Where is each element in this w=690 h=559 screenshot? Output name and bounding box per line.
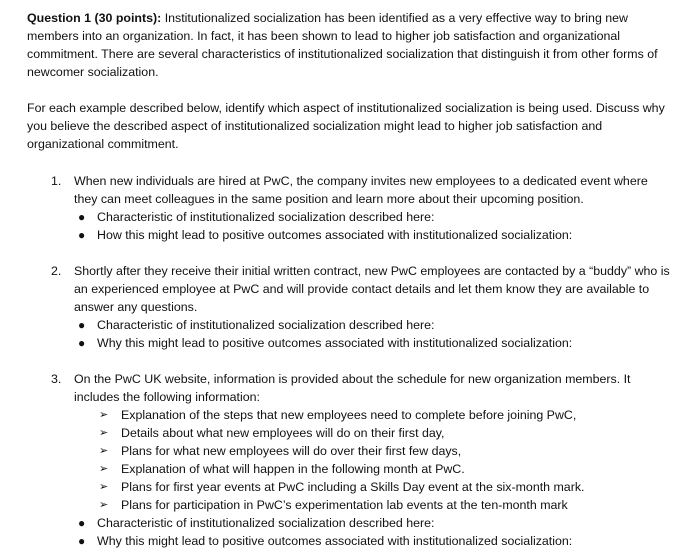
bullet-icon: ● — [78, 318, 86, 332]
example-item — [27, 370, 670, 550]
example-list — [27, 172, 670, 550]
schedule-text: Plans for participation in PwC’s experimentation lab events at the ten-month mark — [121, 498, 568, 512]
prompt-item — [74, 514, 670, 532]
arrow-bullet-icon: ➢ — [99, 481, 109, 493]
prompt-item — [74, 208, 670, 226]
prompt-text: Characteristic of institutionalized socialization described here: — [97, 210, 435, 224]
bullet-icon: ● — [78, 336, 86, 350]
prompt-text: Characteristic of institutionalized socialization described here: — [97, 318, 435, 332]
prompt-list — [74, 316, 670, 352]
schedule-text: Explanation of what will happen in the following month at PwC. — [121, 462, 465, 476]
question-intro — [27, 9, 670, 81]
schedule-item — [97, 406, 670, 424]
prompt-text: Characteristic of institutionalized socialization described here: — [97, 516, 435, 530]
question-intro-text: Institutionalized socialization has been identified as a very effective way to bring new members into an organization. In fact, it has been shown to lead to higher job satisfaction and organizational commitment. There are several characteristics of institutionalized socialization that distinguish it from other forms of newcomer socialization. — [27, 11, 658, 79]
prompt-item — [74, 532, 670, 550]
example-number: 2. — [51, 264, 62, 278]
schedule-list — [74, 406, 670, 514]
schedule-text: Details about what new employees will do on their first day, — [121, 426, 445, 440]
prompt-list — [74, 514, 670, 550]
schedule-item — [97, 496, 670, 514]
example-text: Shortly after they receive their initial written contract, new PwC employees are contacted by a “buddy” who is an experienced employee at PwC and will provide contact details and let them know they are available to answer any questions. — [74, 264, 670, 314]
arrow-bullet-icon: ➢ — [99, 463, 109, 475]
arrow-bullet-icon: ➢ — [99, 409, 109, 421]
prompt-item — [74, 226, 670, 244]
prompt-text: How this might lead to positive outcomes associated with institutionalized socialization: — [97, 228, 573, 242]
arrow-bullet-icon: ➢ — [99, 445, 109, 457]
prompt-list — [74, 208, 670, 244]
schedule-item — [97, 442, 670, 460]
bullet-icon: ● — [78, 516, 86, 530]
example-number: 3. — [51, 372, 62, 386]
prompt-text: Why this might lead to positive outcomes associated with institutionalized socialization: — [97, 534, 573, 548]
instructions-paragraph: For each example described below, identify which aspect of institutionalized socialization is being used. Discuss why you believe the described aspect of institutionalized socialization might lead to higher job satisfaction and organizational commitment. — [27, 101, 665, 151]
schedule-text: Plans for first year events at PwC including a Skills Day event at the six-month mark. — [121, 480, 585, 494]
schedule-item — [97, 460, 670, 478]
example-number: 1. — [51, 174, 62, 188]
arrow-bullet-icon: ➢ — [99, 499, 109, 511]
schedule-text: Explanation of the steps that new employees need to complete before joining PwC, — [121, 408, 577, 422]
bullet-icon: ● — [78, 228, 86, 242]
prompt-item — [74, 316, 670, 334]
arrow-bullet-icon: ➢ — [99, 427, 109, 439]
prompt-item — [74, 334, 670, 352]
bullet-icon: ● — [78, 534, 86, 548]
example-item — [27, 262, 670, 352]
bullet-icon: ● — [78, 210, 86, 224]
example-text: On the PwC UK website, information is provided about the schedule for new organization members. It includes the following information: — [74, 372, 631, 404]
schedule-text: Plans for what new employees will do over their first few days, — [121, 444, 462, 458]
example-item — [27, 172, 670, 244]
prompt-text: Why this might lead to positive outcomes associated with institutionalized socialization: — [97, 336, 573, 350]
schedule-item — [97, 424, 670, 442]
question-label: Question 1 (30 points): — [27, 11, 162, 25]
example-text: When new individuals are hired at PwC, the company invites new employees to a dedicated event where they can meet colleagues in the same position and learn more about their upcoming position. — [74, 174, 648, 206]
schedule-item — [97, 478, 670, 496]
